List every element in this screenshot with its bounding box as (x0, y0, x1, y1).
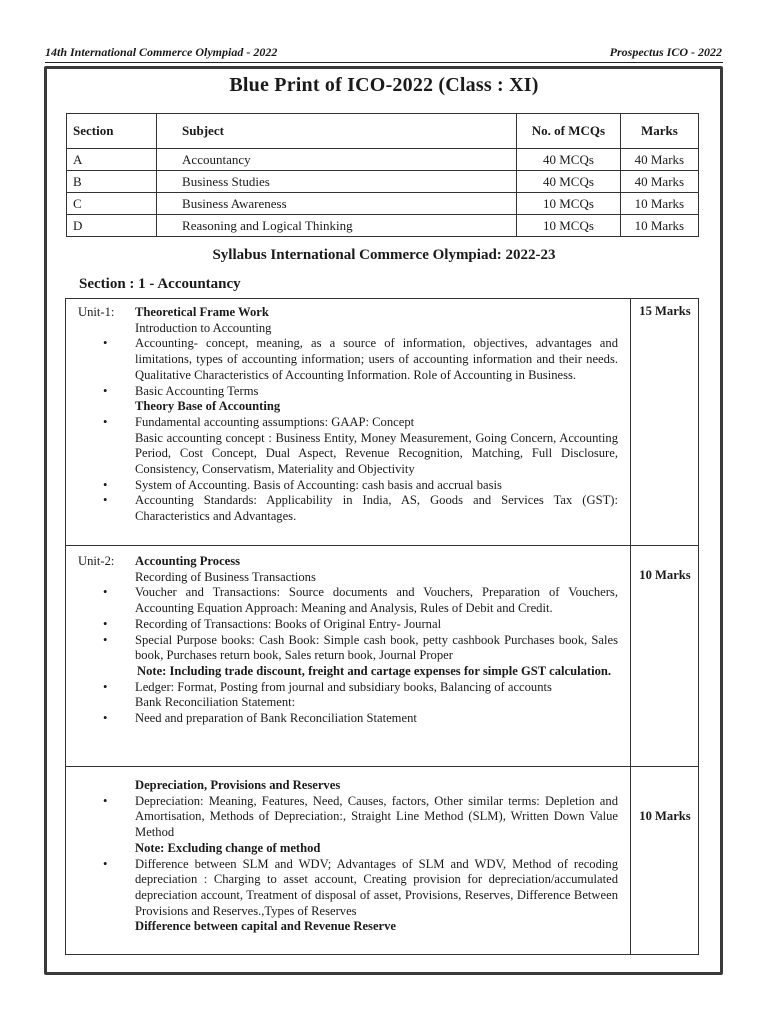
list-item: • Special Purpose books: Cash Book: Simple cash book, petty cashbook Purchases book, Sales book, Purchases return book, Sales return book, Journal Proper (66, 633, 630, 664)
list-item: • Voucher and Transactions: Source documents and Vouchers, Preparation of Vouchers, Accounting Equation Approach: Meaning and Analysis, Rules of Debit and Credit. (66, 585, 630, 616)
unit-heading: Accounting Process (135, 554, 241, 568)
list-item: Bank Reconciliation Statement: (135, 695, 296, 710)
list-item: • Fundamental accounting assumptions: GAAP: Concept (66, 415, 630, 431)
unit-label: Unit-1: (78, 305, 115, 319)
unit-1-content (66, 305, 630, 525)
table-row (67, 149, 699, 171)
cell-section: C (67, 193, 157, 215)
list-item: Difference between capital and Revenue Reserve (135, 919, 397, 934)
unit-3-content (66, 778, 630, 935)
col-subject: Subject (157, 114, 517, 149)
section-title: Section : 1 - Accountancy (79, 276, 241, 292)
sub-heading: Theory Base of Accounting (135, 399, 281, 414)
row-divider (66, 545, 698, 546)
cell-subject: Business Awareness (157, 193, 517, 215)
table-row (67, 171, 699, 193)
table-header-row (67, 114, 699, 149)
col-marks: Marks (620, 114, 698, 149)
list-item: • Recording of Transactions: Books of Original Entry- Journal (66, 617, 630, 633)
list-item: • Difference between SLM and WDV; Advantages of SLM and WDV, Method of recoding depreciation : Charging to asset account, Creating provision for depreciation/accumulated depreciation account, Treatment of disposal of asset, Provisions, Reserves, Difference Between Provisions and Reserves.,Types of Reserves (66, 857, 630, 920)
cell-mcqs: 10 MCQs (517, 215, 621, 237)
unit-heading: Depreciation, Provisions and Reserves (135, 778, 341, 792)
col-section: Section (67, 114, 157, 149)
cell-section: A (67, 149, 157, 171)
cell-marks: 40 Marks (620, 149, 698, 171)
row-divider (66, 766, 698, 767)
syllabus-title: Syllabus International Commerce Olympiad: 2022-23 (212, 247, 556, 263)
cell-marks: 10 Marks (620, 193, 698, 215)
cell-subject: Business Studies (157, 171, 517, 193)
header-left: 14th International Commerce Olympiad - 2022 (45, 45, 278, 59)
list-item: • System of Accounting. Basis of Accounting: cash basis and accrual basis (66, 478, 630, 494)
syllabus-table (65, 298, 699, 955)
list-item: • Ledger: Format, Posting from journal and subsidiary books, Balancing of accounts (66, 680, 630, 696)
unit-2-marks: 10 Marks (639, 568, 691, 582)
blueprint-table (66, 113, 699, 237)
list-item: Recording of Business Transactions (135, 569, 316, 584)
cell-mcqs: 40 MCQs (517, 171, 621, 193)
cell-marks: 40 Marks (620, 171, 698, 193)
cell-subject: Reasoning and Logical Thinking (157, 215, 517, 237)
list-item: • Accounting Standards: Applicability in India, AS, Goods and Services Tax (GST): Characteristics and Advantages. (66, 493, 630, 524)
unit-2-content (66, 554, 630, 727)
cell-mcqs: 10 MCQs (517, 193, 621, 215)
list-item: Introduction to Accounting (135, 320, 272, 335)
table-row (67, 193, 699, 215)
list-item: • Basic Accounting Terms (66, 384, 630, 400)
cell-marks: 10 Marks (620, 215, 698, 237)
page-title: Blue Print of ICO-2022 (Class : XI) (229, 74, 539, 96)
column-divider (630, 299, 631, 954)
cell-mcqs: 40 MCQs (517, 149, 621, 171)
cell-subject: Accountancy (157, 149, 517, 171)
unit-heading: Theoretical Frame Work (135, 305, 269, 319)
note: Note: Including trade discount, freight and cartage expenses for simple GST calculation. (137, 663, 612, 678)
list-item: • Need and preparation of Bank Reconciliation Statement (66, 711, 630, 727)
unit-3-marks: 10 Marks (639, 809, 691, 823)
cell-section: D (67, 215, 157, 237)
cell-section: B (67, 171, 157, 193)
note: Note: Excluding change of method (135, 840, 321, 855)
header-rule (45, 62, 723, 63)
header-right: Prospectus ICO - 2022 (609, 45, 722, 59)
col-mcqs: No. of MCQs (517, 114, 621, 149)
list-item: • Accounting- concept, meaning, as a source of information, objectives, advantages and limitations, types of accounting information; users of accounting information and their needs. Qualitative Characteristics of Accounting Information. Role of Accounting in Business. (66, 336, 630, 383)
list-item: • Depreciation: Meaning, Features, Need, Causes, factors, Other similar terms: Depletion and Amortisation, Methods of Depreciation:, Straight Line Method (SLM), Written Down Value Method (66, 794, 630, 841)
list-item: Basic accounting concept : Business Entity, Money Measurement, Going Concern, Accounting Period, Cost Concept, Dual Aspect, Revenue Recognition, Matching, Full Disclosure, Consistency, Conservatism, Materiality and Objectivity (135, 430, 618, 477)
unit-label: Unit-2: (78, 554, 115, 568)
unit-1-marks: 15 Marks (639, 304, 691, 318)
table-row (67, 215, 699, 237)
